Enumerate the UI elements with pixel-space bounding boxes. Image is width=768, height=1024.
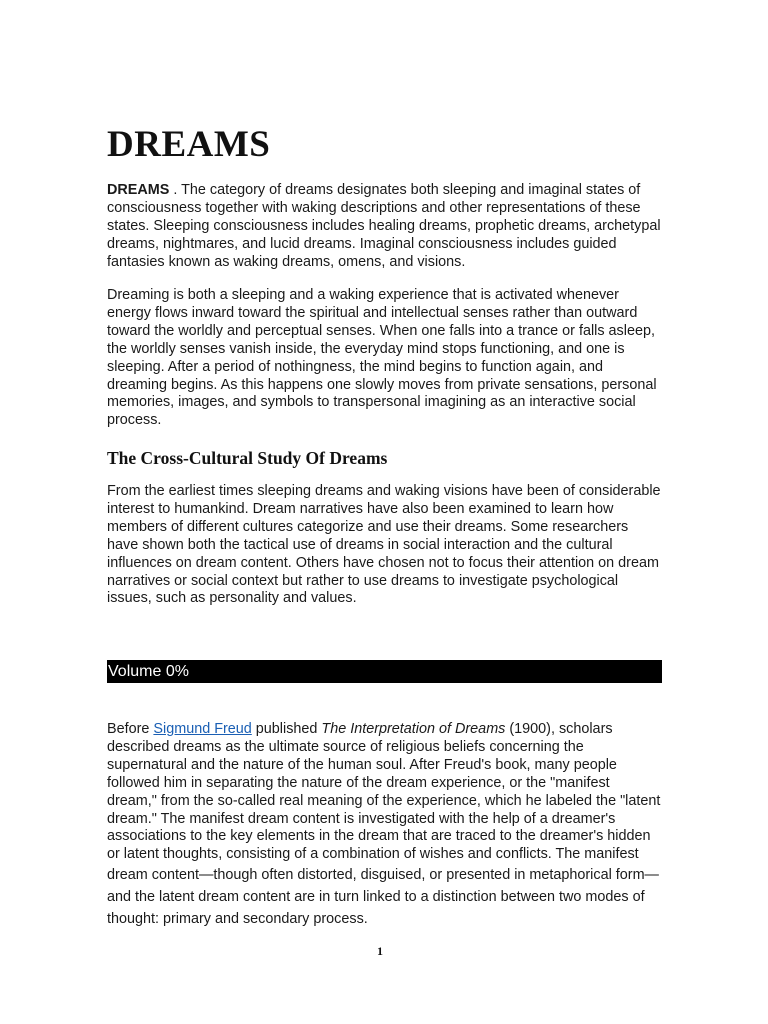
cross-cultural-paragraph: From the earliest times sleeping dreams and waking visions have been of considerable interest to humankind. Dream narratives have also been examined to learn how members of different cultures categorize and use their dreams. Some researchers have shown both the tactical use of dreams in social interaction and the cultural influences on dream content. Others have chosen not to focus their attention on dream narratives or social context but rather to use dreams to investigate psychological issues, such as personality and values. xyxy=(107,483,661,607)
freud-text-mid: published xyxy=(251,721,322,737)
sigmund-freud-link[interactable]: Sigmund Freud xyxy=(153,721,252,737)
book-title: The Interpretation of Dreams xyxy=(321,721,506,737)
freud-text-tail: presented in metaphorical form—and the latent dream content are in turn linked to a distinction between two modes of thought: primary and secondary process. xyxy=(107,867,659,928)
volume-label: Volume 0% xyxy=(108,663,189,680)
freud-text-before: Before xyxy=(107,721,154,737)
page-number: 1 xyxy=(377,944,383,958)
volume-control[interactable] xyxy=(107,660,662,683)
freud-paragraph xyxy=(107,721,662,930)
section-heading: The Cross-Cultural Study Of Dreams xyxy=(107,448,388,468)
freud-text-body: (1900), scholars described dreams as the ultimate source of religious beliefs concerning the supernatural and the nature of the human soul. After Freud's book, many people followed him in separating the nature of the dream experience, or the "manifest dream," from the so-called real meaning of the experience, which he labeled the "latent dream." The manifest dream content is investigated with the help of a dreamer's associations to the key elements in the dream that are traced to the dreamer's hidden or latent thoughts, consisting of a combination of wishes and conflicts. The manifest dream content—though often distorted, disguised, or xyxy=(107,721,661,884)
intro-paragraph xyxy=(107,182,662,272)
document-title: DREAMS xyxy=(107,124,271,165)
intro-text: . The category of dreams designates both sleeping and imaginal states of consciousness together with waking descriptions and other representations of these states. Sleeping consciousness includes healing dreams, prophetic dreams, archetypal dreams, nightmares, and lucid dreams. Imaginal consciousness includes guided fantasies known as waking dreams, omens, and visions. xyxy=(107,182,661,270)
intro-lead-term: DREAMS xyxy=(107,182,170,198)
dreaming-paragraph: Dreaming is both a sleeping and a waking experience that is activated whenever energy flows inward toward the spiritual and intellectual senses rather than outward toward the worldly and perceptual senses. When one falls into a trance or falls asleep, the worldly senses vanish inside, the everyday mind stops functioning, and one is sleeping. After a period of nothingness, the mind begins to function again, and dreaming begins. As this happens one slowly moves from private sensations, personal memories, images, and symbols to transpersonal imagining as an interactive social process. xyxy=(107,287,657,429)
